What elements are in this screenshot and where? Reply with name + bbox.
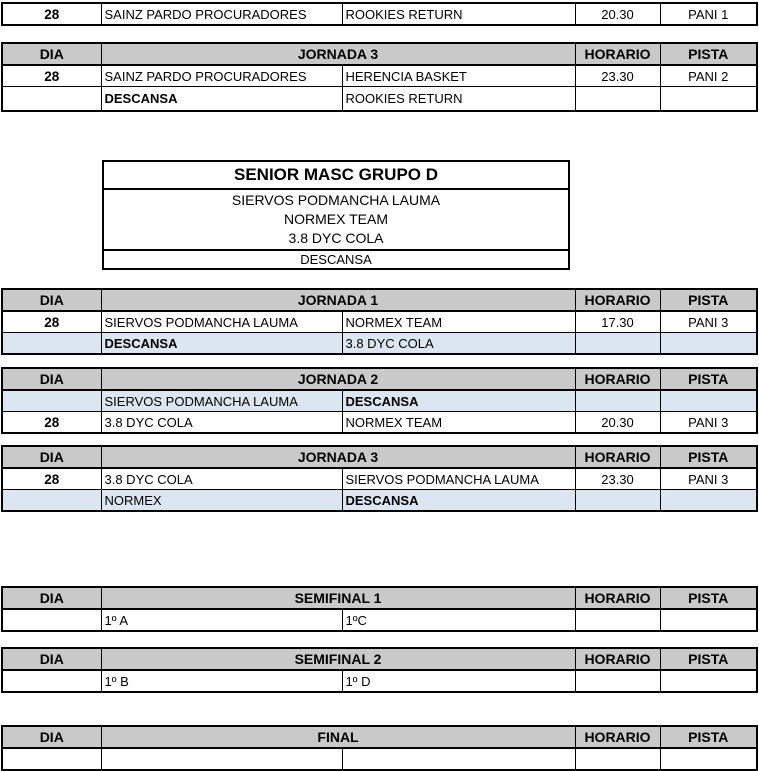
header-horario: HORARIO [575, 368, 660, 390]
cell-pista [660, 333, 757, 355]
match-row [2, 670, 757, 692]
header-dia: DIA [2, 43, 101, 65]
cell-horario [575, 490, 660, 512]
group-team: SIERVOS PODMANCHA LAUMA [231, 192, 441, 208]
header-horario: HORARIO [575, 648, 660, 670]
header-dia: DIA [2, 726, 101, 748]
bye-row [2, 333, 757, 355]
cell-team-away: ROOKIES RETURN [342, 87, 575, 112]
cell-horario: 20.30 [575, 412, 660, 434]
cell-pista: PANI 3 [660, 311, 757, 333]
cell-team-away: HERENCIA BASKET [342, 65, 575, 87]
cell-team-home: 3.8 DYC COLA [101, 468, 342, 490]
cell-team-home: DESCANSA [101, 87, 342, 112]
cell-horario: 20.30 [575, 3, 660, 25]
cell-pista [660, 87, 757, 112]
cell-team-away: NORMEX TEAM [342, 311, 575, 333]
header-dia: DIA [2, 446, 101, 468]
match-row [2, 468, 757, 490]
cell-team-home [101, 748, 342, 770]
cell-team-home: DESCANSA [101, 333, 342, 355]
table-final [1, 725, 758, 771]
match-row [2, 311, 757, 333]
cell-horario: 17.30 [575, 311, 660, 333]
table-header-row [2, 446, 757, 468]
cell-pista [660, 748, 757, 770]
cell-pista: PANI 2 [660, 65, 757, 87]
cell-dia [2, 670, 101, 692]
header-jornada-title: JORNADA 3 [101, 446, 575, 468]
cell-team-away: NORMEX TEAM [342, 412, 575, 434]
cell-pista [660, 390, 757, 412]
cell-team-home: NORMEX [101, 490, 342, 512]
cell-team-away: ROOKIES RETURN [342, 3, 575, 25]
cell-dia [2, 333, 101, 355]
header-jornada-title: JORNADA 2 [101, 368, 575, 390]
cell-pista: PANI 1 [660, 3, 757, 25]
header-title: SEMIFINAL 2 [101, 648, 575, 670]
table-header-row [2, 726, 757, 748]
header-title: SEMIFINAL 1 [101, 587, 575, 609]
cell-team-away: 1º D [342, 670, 575, 692]
table-header-row [2, 368, 757, 390]
cell-team-away: 3.8 DYC COLA [342, 333, 575, 355]
cell-horario: 23.30 [575, 65, 660, 87]
header-dia: DIA [2, 368, 101, 390]
header-jornada-title: JORNADA 3 [101, 43, 575, 65]
cell-dia: 28 [2, 3, 101, 25]
header-pista: PISTA [660, 648, 757, 670]
cell-pista [660, 670, 757, 692]
cell-team-away: 1ºC [342, 609, 575, 631]
cell-team-away: DESCANSA [342, 490, 575, 512]
header-jornada-title: JORNADA 1 [101, 289, 575, 311]
cell-dia: 28 [2, 65, 101, 87]
cell-horario [575, 670, 660, 692]
cell-team-home: SIERVOS PODMANCHA LAUMA [101, 311, 342, 333]
header-horario: HORARIO [575, 587, 660, 609]
header-pista: PISTA [660, 43, 757, 65]
cell-dia [2, 87, 101, 112]
cell-team-home: 1º B [101, 670, 342, 692]
table-group-d-jornada-2 [1, 367, 758, 434]
header-pista: PISTA [660, 587, 757, 609]
header-horario: HORARIO [575, 446, 660, 468]
cell-team-home: SAINZ PARDO PROCURADORES [101, 65, 342, 87]
cell-team-home: SIERVOS PODMANCHA LAUMA [101, 390, 342, 412]
table-header-row [2, 289, 757, 311]
cell-dia [2, 748, 101, 770]
cell-dia: 28 [2, 412, 101, 434]
match-row [2, 748, 757, 770]
header-horario: HORARIO [575, 43, 660, 65]
cell-pista: PANI 3 [660, 468, 757, 490]
cell-pista: PANI 3 [660, 412, 757, 434]
cell-horario [575, 87, 660, 112]
cell-dia: 28 [2, 311, 101, 333]
cell-dia: 28 [2, 468, 101, 490]
header-horario: HORARIO [575, 289, 660, 311]
header-pista: PISTA [660, 289, 757, 311]
header-dia: DIA [2, 587, 101, 609]
cell-horario [575, 609, 660, 631]
bye-row [2, 490, 757, 512]
table-group-c-jornada-3 [1, 42, 758, 112]
table-header-row [2, 648, 757, 670]
cell-team-home: SAINZ PARDO PROCURADORES [101, 3, 342, 25]
table-semifinal-1 [1, 586, 758, 632]
header-horario: HORARIO [575, 726, 660, 748]
table-group-d-jornada-1 [1, 288, 758, 355]
table-header-row [2, 587, 757, 609]
cell-dia [2, 390, 101, 412]
table-semifinal-2 [1, 647, 758, 693]
cell-horario: 23.30 [575, 468, 660, 490]
table-group-d-jornada-3 [1, 445, 758, 512]
cell-dia [2, 609, 101, 631]
cell-horario [575, 390, 660, 412]
header-dia: DIA [2, 289, 101, 311]
header-pista: PISTA [660, 368, 757, 390]
bye-row [2, 87, 757, 112]
cell-team-home: 1º A [101, 609, 342, 631]
cell-team-away [342, 748, 575, 770]
group-bye: DESCANSA [104, 249, 568, 268]
header-title: FINAL [101, 726, 575, 748]
cell-team-home: 3.8 DYC COLA [101, 412, 342, 434]
table-group-c-jornada-2-partial [1, 2, 758, 26]
match-row [2, 65, 757, 87]
cell-horario [575, 333, 660, 355]
match-row [2, 412, 757, 434]
group-title: SENIOR MASC GRUPO D [104, 162, 568, 190]
group-team-list [104, 190, 568, 249]
cell-team-away: SIERVOS PODMANCHA LAUMA [342, 468, 575, 490]
cell-horario [575, 748, 660, 770]
cell-team-away: DESCANSA [342, 390, 575, 412]
header-pista: PISTA [660, 726, 757, 748]
group-team: NORMEX TEAM [284, 211, 388, 227]
bye-row [2, 390, 757, 412]
header-dia: DIA [2, 648, 101, 670]
header-pista: PISTA [660, 446, 757, 468]
group-team: 3.8 DYC COLA [288, 230, 384, 246]
match-row [2, 3, 757, 25]
match-row [2, 609, 757, 631]
table-header-row [2, 43, 757, 65]
cell-pista [660, 609, 757, 631]
cell-pista [660, 490, 757, 512]
group-d-box [102, 160, 570, 270]
cell-dia [2, 490, 101, 512]
